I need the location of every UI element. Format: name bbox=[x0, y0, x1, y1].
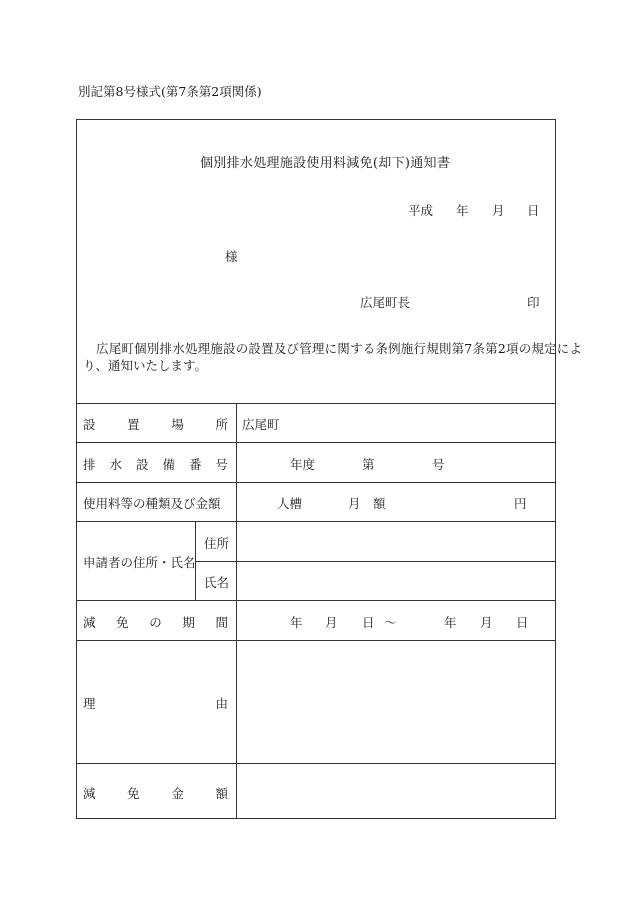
addressee-suffix: 様 bbox=[225, 249, 238, 264]
amount-label: 額 bbox=[373, 496, 386, 511]
reduction-amount-label: 減 免 金 額 bbox=[83, 786, 228, 801]
fee-type-unit: 人槽 bbox=[277, 496, 303, 511]
number-prefix: 第 bbox=[362, 457, 375, 472]
period-start-month: 月 bbox=[325, 615, 338, 630]
row-divider bbox=[76, 600, 556, 601]
period-start-year: 年 bbox=[290, 615, 303, 630]
date-day: 日 bbox=[527, 203, 540, 218]
notice-body-line-2: り、通知いたします。 bbox=[83, 358, 208, 373]
period-end-day: 日 bbox=[516, 615, 529, 630]
address-label: 住所 bbox=[204, 536, 230, 551]
notice-body-line-1: 広尾町個別排水処理施設の設置及び管理に関する条例施行規則第7条第2項の規定によ bbox=[96, 341, 583, 356]
date-month: 月 bbox=[492, 203, 505, 218]
row-divider bbox=[76, 640, 556, 641]
period-start-day: 日 bbox=[362, 615, 375, 630]
fiscal-year-unit: 年度 bbox=[290, 457, 316, 472]
notice-title: 個別排水処理施設使用料減免(却下)通知書 bbox=[200, 156, 451, 171]
seal-mark: 印 bbox=[527, 295, 540, 310]
form-reference: 別記第8号様式(第7条第2項関係) bbox=[78, 84, 262, 99]
column-divider bbox=[236, 403, 237, 819]
period-label: 減 免 の 期 間 bbox=[83, 615, 228, 630]
issuer-name: 広尾町長 bbox=[360, 295, 411, 310]
row-divider bbox=[76, 482, 556, 483]
row-divider bbox=[76, 763, 556, 764]
fee-type-label: 使用料等の種類及び金額 bbox=[83, 496, 221, 511]
location-value: 広尾町 bbox=[242, 417, 280, 432]
facility-number-label: 排 水 設 備 番 号 bbox=[83, 457, 228, 472]
applicant-label: 申請者の住所・氏名 bbox=[83, 555, 196, 570]
date-era: 平成 bbox=[408, 203, 434, 218]
number-suffix: 号 bbox=[432, 457, 445, 472]
period-tilde: 〜 bbox=[384, 615, 397, 630]
yen-unit: 円 bbox=[514, 496, 527, 511]
location-label: 設 置 場 所 bbox=[83, 417, 228, 432]
name-label: 氏名 bbox=[204, 575, 230, 590]
row-divider bbox=[76, 442, 556, 443]
row-divider bbox=[76, 521, 556, 522]
period-end-year: 年 bbox=[444, 615, 457, 630]
monthly-label: 月 bbox=[348, 496, 361, 511]
reason-label: 理 由 bbox=[83, 696, 228, 711]
row-divider bbox=[195, 561, 556, 562]
row-divider bbox=[76, 403, 556, 404]
period-end-month: 月 bbox=[480, 615, 493, 630]
date-year: 年 bbox=[456, 203, 469, 218]
